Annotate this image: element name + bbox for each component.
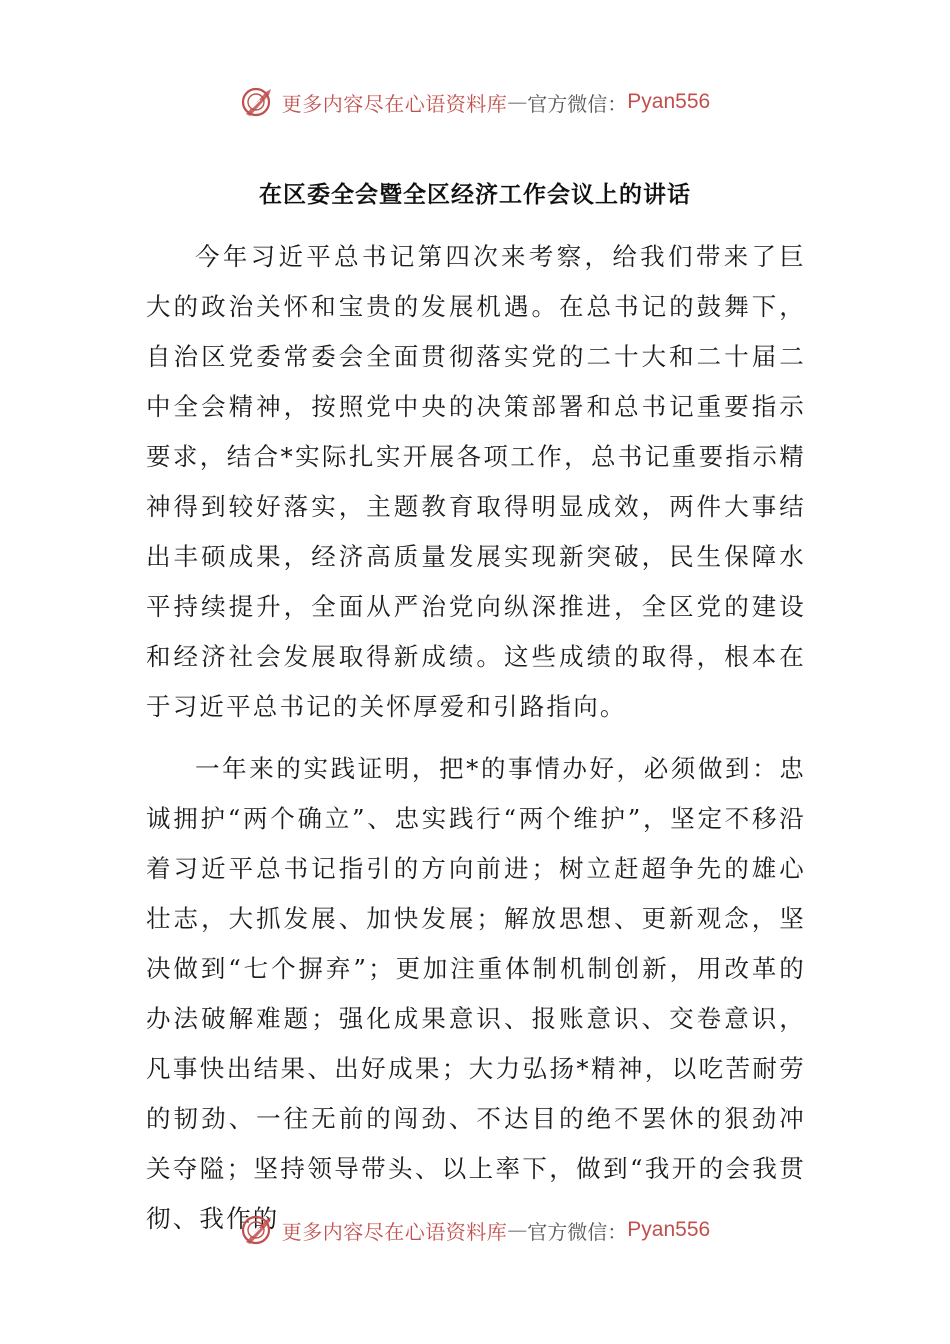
banner-text: 更多内容尽在心语资料库: [281, 1219, 508, 1244]
document-title: 在区委全会暨全区经济工作会议上的讲话: [259, 182, 691, 208]
banner-wechat-id: Pyan556: [627, 1218, 711, 1241]
pen-nib-logo-icon: [240, 1212, 276, 1248]
paragraph: 今年习近平总书记第四次来考察，给我们带来了巨大的政治关怀和宝贵的发展机遇。在总书记的鼓舞下，自治区党委常委会全面贯彻落实党的二十大和二十届二中全会精神，按照党中央的决策部署和总书记重要指示要求，结合*实际扎实开展各项工作，总书记重要指示精神得到较好落实，主题教育取得明显成效，两件大事结出丰硕成果，经济高质量发展实现新突破，民生保障水平持续提升，全面从严治党向纵深推进，全区党的建设和经济社会发展取得新成绩。这些成绩的取得，根本在于习近平总书记的关怀厚爱和引路指向。: [146, 242, 806, 721]
pen-nib-logo-icon: [240, 84, 276, 120]
banner-wechat-label: 官方微信：: [527, 1219, 628, 1244]
banner-text: 更多内容尽在心语资料库: [281, 91, 508, 116]
banner-wechat-label: 官方微信：: [527, 91, 628, 116]
header-banner: [0, 80, 950, 124]
banner-separator: —: [507, 1218, 528, 1242]
footer-banner: [0, 1208, 950, 1252]
banner-wechat-id: Pyan556: [627, 90, 711, 113]
banner-separator: —: [507, 90, 528, 114]
paragraph: 一年来的实践证明，把*的事情办好，必须做到：忠诚拥护“两个确立”、忠实践行“两个维护”，坚定不移沿着习近平总书记指引的方向前进；树立赶超争先的雄心壮志，大抓发展、加快发展；解放思想、更新观念，坚决做到“七个摒弃”；更加注重体制机制创新，用改革的办法破解难题；强化成果意识、报账意识、交卷意识，凡事快出结果、出好成果；大力弘扬*精神，以吃苦耐劳的韧劲、一往无前的闯劲、不达目的绝不罢休的狠劲冲关夺隘；坚持领导带头、以上率下，做到“我开的会我贯彻、我作的: [146, 754, 806, 1233]
